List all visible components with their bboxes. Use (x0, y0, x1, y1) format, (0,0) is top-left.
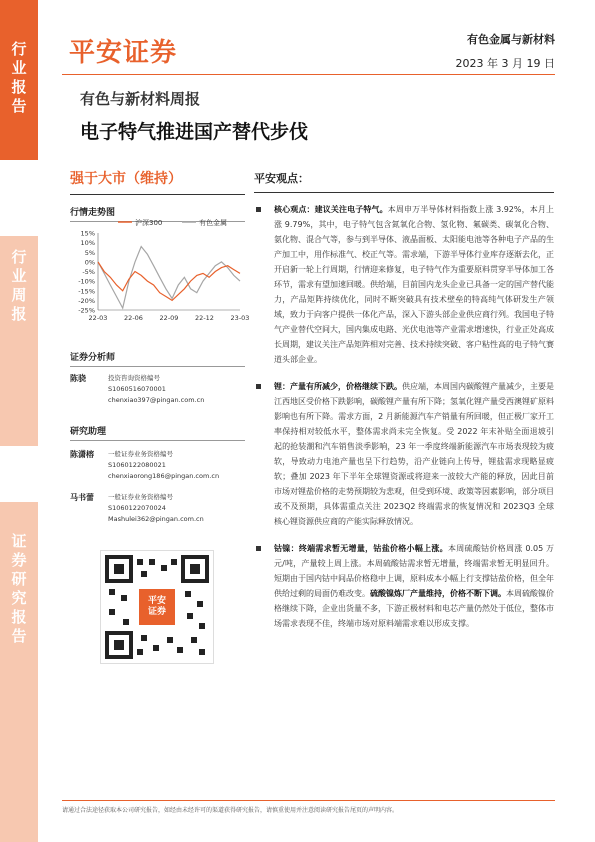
header-meta (456, 31, 555, 71)
assistant-heading-divider (70, 440, 245, 441)
analyst-entry (70, 373, 245, 406)
viewpoint-lithium-body: 供应端，本周国内碳酸锂产量减少，主要是江西地区受价格下跌影响，碳酸锂产量有所下降；氢氧化锂产量受西澳锂矿原料影响也有所下降。需求方面，2 月新能源汽车产销量有所回暖，但正极厂家开工率保持相对较低水平，整体需求尚未完全恢复。受 2022 年末补贴全面退坡引起的抢装潮和汽车销售淡季影响，23 年一季度终端新能源汽车市场表现较为疲软，导致动力电池产量也呈下行趋势，沿产业链向上传导，锂盐需求现略显疲软；叠加 2023 年下半年全球锂资源或将迎来一波较大产能的释放，因此目前市场对锂盐价格的走势预期较为悲观，但受到环境、政策等因素影响，部分项目或不及预期，具体需重点关注 2023Q2 终端需求的恢复情况和 2023Q3 全球核心锂资源供应商的产能实际释放情况。 (274, 382, 554, 526)
viewpoint-nickel-body: 本周硫酸镍价格继续下降，企业出货量不多，下游正极材料和电芯产量仍然处于低位，整体市场需求表现不佳，终端市场对原料端需求难以形成支撑。 (274, 589, 554, 628)
viewpoint-core-body: 本周申万半导体材料指数上涨 3.92%，本月上涨 9.79%，其中，电子特气包含氮氧化合物、氢化物、氟碳类、碳氧化合物、氨化物、混合气等，参与到半导体、液晶面板、太阳能电池等各种电子产品的生产加工中，用作标准气、校正气等。需求端，下游半导体行业库存逐渐去化，正开启新一轮上行周期，行情迎来修复，电子特气作为重要原料贯穿半导体加工各环节，需求有望加速回暖。供给端，目前国内龙头企业已具备一定的国产替代能力，产品矩阵持续优化，同时不断突破具有技术壁垒的特高纯气体研发生产领域，致力于向客户提供一体化产品，深入下游头部企业供应商行列。我国电子特气产业替代空间大，国内集成电路、光伏电池等产业需求增速快，行业正处高成长周期，建议关注产品矩阵相对完善、技术持续突破、客户粘性高的电子特气赛道头部企业。 (274, 205, 554, 364)
legend-label: 沪深300 (135, 219, 163, 227)
viewpoint-nickel-head: 硫酸镍炼厂产量维持，价格不断下调。 (370, 589, 506, 598)
trend-chart-svg (70, 215, 250, 330)
x-tick-label: 22-06 (124, 314, 143, 322)
legend-label: 有色金属 (199, 219, 227, 227)
y-tick-label: -20% (78, 296, 95, 305)
viewpoint-cobalt-head: 钴镍：终端需求暂无增量，钴盐价格小幅上涨。 (274, 544, 448, 553)
analyst-block (70, 345, 245, 525)
viewpoint-heading: 平安观点： (254, 172, 309, 185)
y-tick-label: 15% (80, 229, 95, 238)
analyst-email[interactable]: chenxiao397@pingan.com.cn (108, 396, 205, 404)
analyst-heading: 证券分析师 (70, 353, 116, 363)
report-title: 电子特气推进国产替代步伐 (80, 121, 309, 143)
analyst-cert-number: S1060516070001 (108, 385, 166, 393)
assistant-entry (70, 449, 245, 482)
viewpoint-divider (254, 192, 554, 193)
right-column (254, 170, 554, 631)
viewpoint-cobalt-body: 本周硫酸钴价格周涨 0.05 万元/吨，产量较上周上涨。本周硫酸钴需求暂无增量，终端需求暂无明显回升。短期由于国内钴中间品价格稳中上调，原料成本小幅上行支撑钴盐价格，但全年供给过剩的局面仍难改变。 (274, 544, 554, 598)
assistant-cert-label: 一般证券业务资格编号 (108, 450, 173, 458)
viewpoint-lithium (254, 379, 554, 529)
y-tick-label: 10% (80, 239, 95, 248)
report-series: 有色与新材料周报 (80, 90, 201, 108)
analyst-name: 陈骁 (70, 374, 86, 383)
x-tick-label: 22-12 (195, 314, 214, 322)
sidebar (0, 0, 38, 842)
chart-heading: 行情走势图 (70, 208, 116, 218)
assistant-email[interactable]: Mashulei362@pingan.com.cn (108, 515, 204, 523)
y-tick-label: -15% (78, 287, 95, 296)
y-tick-label: -25% (78, 306, 95, 315)
assistant-heading: 研究助理 (70, 427, 107, 437)
assistant-name: 陈潇榕 (70, 450, 94, 459)
y-tick-label: -10% (78, 277, 95, 286)
assistant-cert-number: S1060122070024 (108, 504, 166, 512)
sidebar-label-industry-report: 行 业 报 告 (11, 40, 27, 115)
sidebar-label-weekly: 行 业 周 报 (11, 248, 27, 323)
assistant-name: 马书蕾 (70, 493, 94, 502)
industry-name: 有色金属与新材料 (467, 33, 555, 46)
footer-divider (62, 800, 555, 801)
footer-disclaimer: 请通过合法途径获取本公司研究报告，如经由未经许可的渠道获得研究报告，请慎重使用并注意阅读研究报告尾页的声明内容。 (62, 807, 399, 814)
analyst-cert-label: 投资咨询资格编号 (108, 374, 160, 382)
x-tick-label: 22-09 (159, 314, 179, 322)
rating-label: 强于大市（维持） (70, 171, 182, 187)
left-column (70, 168, 245, 222)
x-tick-label: 22-03 (88, 314, 108, 322)
viewpoint-lithium-head: 锂：产量有所减少，价格继续下跌。 (274, 382, 402, 391)
viewpoint-core (254, 202, 554, 367)
y-tick-label: -5% (82, 268, 95, 276)
header-divider (62, 74, 555, 75)
square-bullet-icon (256, 207, 261, 212)
analyst-heading-divider (70, 366, 245, 367)
viewpoint-core-head: 核心观点：建议关注电子特气。 (274, 205, 388, 214)
qr-code[interactable] (100, 550, 214, 664)
assistant-cert-label: 一般证券业务资格编号 (108, 493, 173, 501)
report-date: 2023 年 3 月 19 日 (455, 57, 555, 70)
sidebar-label-securities-research: 证 券 研 究 报 告 (11, 532, 27, 645)
y-tick-label: 5% (84, 248, 95, 257)
square-bullet-icon (256, 546, 261, 551)
company-logo: 平安证券 (69, 38, 178, 68)
y-tick-label: 0% (84, 258, 95, 267)
x-tick-label: 23-03 (230, 314, 250, 322)
viewpoint-cobalt-nickel (254, 541, 554, 631)
square-bullet-icon (256, 384, 261, 389)
assistant-cert-number: S1060122080021 (108, 461, 166, 469)
qr-logo: 平安 证券 (139, 589, 175, 625)
rating-divider (70, 194, 245, 195)
assistant-email[interactable]: chenxiaorong186@pingan.com.cn (108, 472, 220, 480)
assistant-entry (70, 492, 245, 525)
market-trend-chart (70, 215, 250, 330)
